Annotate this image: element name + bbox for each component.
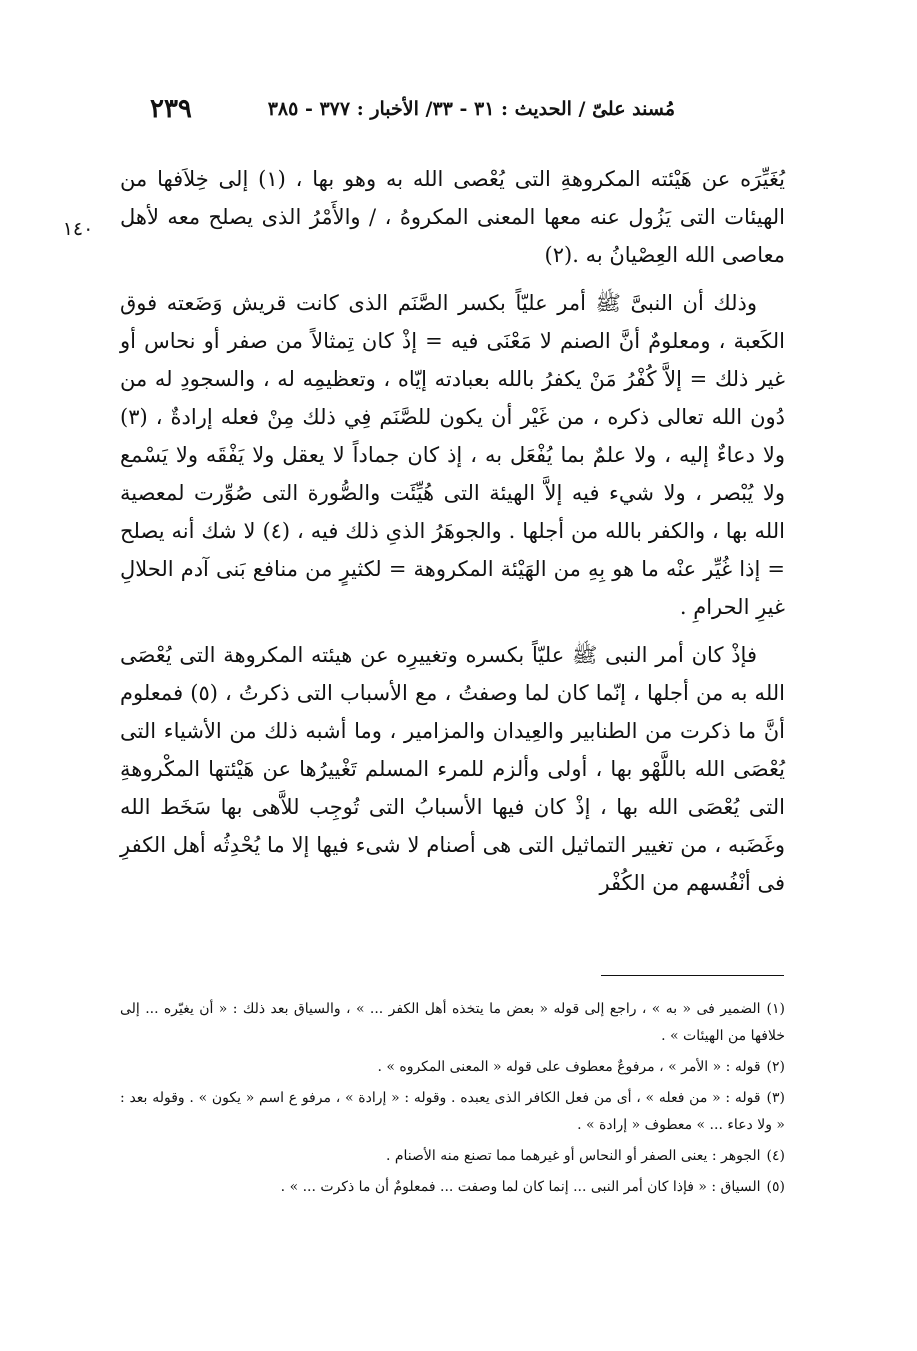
main-text: [120, 160, 785, 902]
footnote-text: قوله : « الأمر » ، مرفوعٌ معطوف على قوله « المعنى المكروه » .: [377, 1059, 761, 1075]
footnote-text: الضمير فى « به » ، راجع إلى قوله « بعض ما يتخذه أهل الكفر ... » ، والسياق بعد ذلك : « أن يغيّره ... إلى خلافها من الهيئات » .: [120, 1001, 785, 1044]
footnote: [120, 1054, 785, 1081]
paragraph: فإذْ كان أمر النبى ﷺ عليّاً بكسره وتغييرِه عن هيئته المكروهة التى يُعْصَى الله به من أجلها ، إنّما كان لما وصفتُ ، مع الأسباب التى ذكرتُ ، (٥) فمعلوم أنَّ ما ذكرت من الطنابير والعِيدان والمزامير ، وما أشبه ذلك من الأشياء التى يُعْصَى الله باللَّهْو بها ، أولى وألزم للمرء المسلم تَغْييرُها عن هَيْئتها المكْروهةِ التى يُعْصَى الله بها ، إذْ كان فيها الأسبابُ التى تُوجِب للاَّهى بها سَخَط الله وغَضَبه ، من تغيير التماثيل التى هى أصنام لا شىء فيها إلا ما يُحْدِثُه أهل الكفرِ فى أنْفُسهم من الكُفْر: [120, 643, 786, 895]
footnote-number: (٢): [766, 1059, 785, 1075]
footnote: [120, 996, 785, 1050]
margin-page-marker: ١٤٠: [62, 218, 94, 240]
footnote-number: (٤): [766, 1148, 785, 1164]
footnote-number: (٥): [766, 1179, 785, 1195]
footnote-number: (١): [766, 1001, 785, 1017]
page-number: ٢٣٩: [150, 94, 192, 124]
footnote-text: الجوهر : يعنى الصفر أو النحاس أو غيرهما مما تصنع منه الأصنام .: [385, 1148, 761, 1164]
footnote: [120, 1085, 785, 1139]
paragraph: وذلك أن النبىَّ ﷺ أمر عليّاً بكسر الصَّنَم الذى كانت قريش وَضَعته فوق الكَعبة ، ومعلومٌ أنَّ الصنم لا مَعْنَى فيه = إذْ كان تِمثالاً من صفر أو نحاس أو غير ذلك = إلاَّ كُفْرُ مَنْ يكفرُ بالله بعبادته إيّاه ، وتعظيمِه له ، والسجودِ له من دُون الله تعالى ذكره ، من غَيْر أن يكون للصَّنَم فِي ذلك مِنْ فعله إرادةٌ ، (٣) ولا دعاءٌ إليه ، ولا علمٌ بما يُفْعَل به ، إذ كان جماداً لا يعقل ولا يَفْقَه ولا يَسْمع ولا يُبْصر ، ولا شيء فيه إلاَّ الهيئة التى هُيِّئَت والصُّورة التى صُوِّرت لمعصية الله بها ، والكفر بالله من أجلها . والجوهَرُ الذىِ ذلك فيه ، (٤) لا شك أنه يصلح = إذا غُيِّر عنْه ما هو بِهِ من الهَيْئة المكروهة = لكثيرٍ من منافع بَنى آدم الحلالِ غيرِ الحرامِ .: [120, 291, 785, 619]
footnote-divider: [601, 975, 784, 976]
footnote: [120, 1143, 785, 1170]
footnote-text: السياق : « فإذا كان أمر النبى ... إنما كان لما وصفت ... فمعلومٌ أن ما ذكرت ... » .: [280, 1179, 761, 1195]
footnotes: [120, 996, 785, 1205]
paragraph: يُغَيِّرَه عن هَيْئته المكروهةِ التى يُعْصى الله به وهو بها ، (١) إلى خِلاَفها من الهيئات التى يَزُول عنه معها المعنى المكروهُ ، / والأَمْرُ الذى يصلح معه لأهل معاصى الله العِصْيانُ به .(٢): [120, 167, 785, 267]
running-title: مُسند علىّ / الحديث : ٣١ - ٣٣/ الأخبار : ٣٧٧ - ٣٨٥: [267, 98, 675, 120]
footnote: [120, 1174, 785, 1201]
footnote-text: قوله : « من فعله » ، أى من فعل الكافر الذى يعبده . وقوله : « إرادة » ، مرفو ع اسم « يكون » . وقوله بعد : « ولا دعاء ... » معطوف « إرادة » .: [120, 1090, 785, 1133]
page-header: [150, 92, 675, 126]
footnote-number: (٣): [766, 1090, 785, 1106]
